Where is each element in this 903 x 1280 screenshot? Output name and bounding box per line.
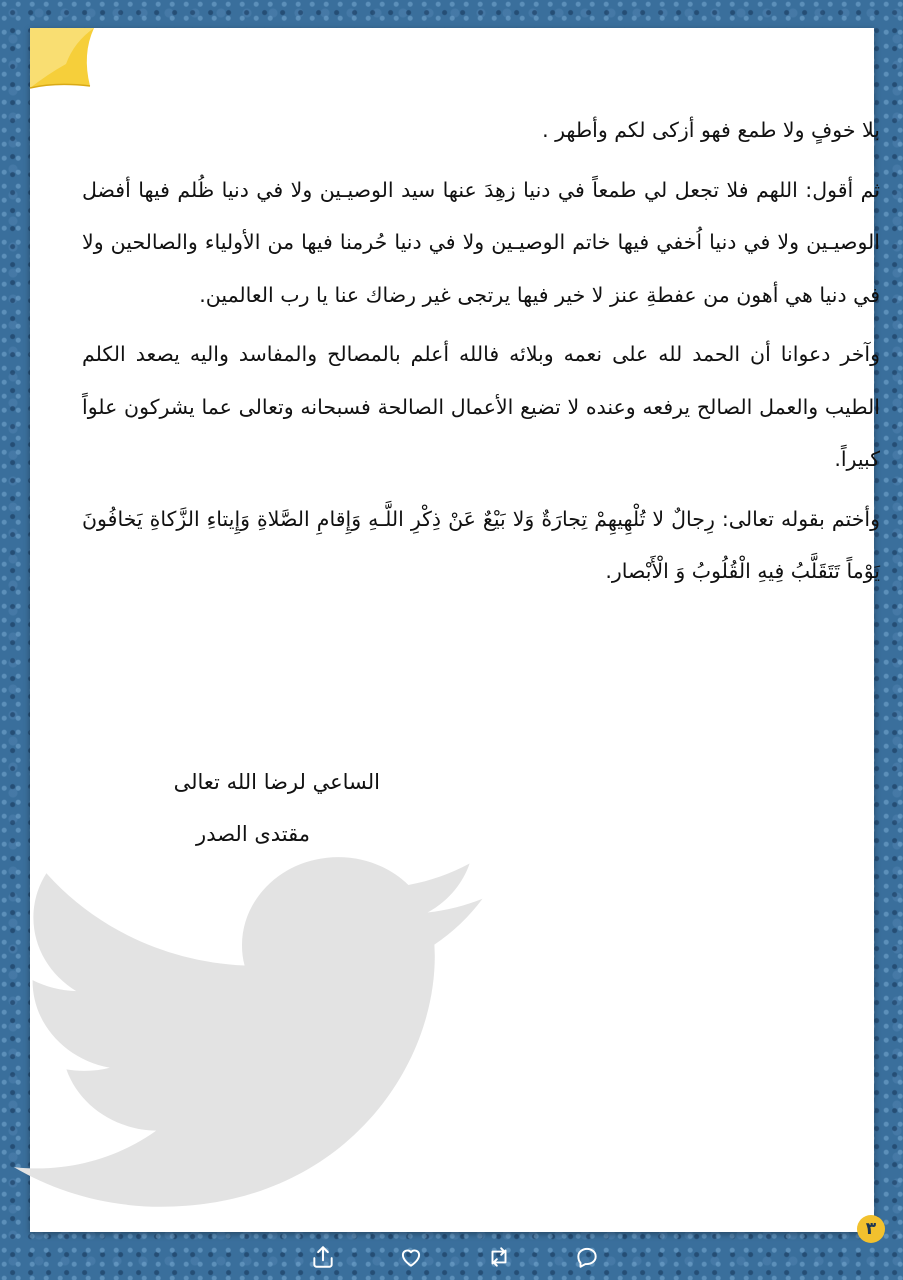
folded-corner-icon [26,24,106,104]
signature [90,756,380,860]
paragraph-1: بلا خوفٍ ولا طمع فهو أزكى لكم وأطهر . [542,118,880,142]
retweet-icon[interactable] [486,1244,512,1270]
paragraph-3: وآخر دعوانا أن الحمد لله على نعمه وبلائه فالله أعلم بالمصالح والمفاسد واليه يصعد الكلم الطيب والعمل الصالح يرفعه وعنده لا تضيع الأعمال الصالحة فسبحانه وتعالى عما يشركون علواً كبيراً. [82,342,880,471]
tweet-action-bar [310,1240,600,1274]
letter-page [30,28,880,1232]
signature-line-1: الساعي لرضا الله تعالى [173,770,380,794]
page-number-badge: ٣ [857,1215,885,1243]
paragraph-4: وأختم بقوله تعالى: رِجالٌ لا تُلْهِيهِمْ تِجارَةٌ وَلا بَيْعٌ عَنْ ذِكْرِ اللَّـهِ وَإِقامِ الصَّلاةِ وَإِيتاءِ الزَّكاةِ يَخافُونَ يَوْماً تَتَقَلَّبُ فِيهِ الْقُلُوبُ وَ الْأَبْصار. [82,506,880,583]
heart-icon[interactable] [398,1244,424,1270]
letter-text [82,104,880,598]
paragraph-2: ثم أقول: اللهم فلا تجعل لي طمعاً في دنيا زهِدَ عنها سيد الوصيـين ولا في دنيا ظُلم فيها أفضل الوصيـين ولا في دنيا اُخفي فيها خاتم الوصيـين ولا في دنيا حُرمنا فيها من الأولياء والصالحين ولا في دنيا هي أهون من عفطةِ عنز لا خير فيها يرتجى غير رضاك عنا يا رب العالمين. [82,177,880,307]
signature-name: مقتدى الصدر [196,822,310,846]
share-icon[interactable] [310,1244,336,1270]
reply-icon[interactable] [574,1244,600,1270]
twitter-bird-watermark-icon [10,808,490,1248]
